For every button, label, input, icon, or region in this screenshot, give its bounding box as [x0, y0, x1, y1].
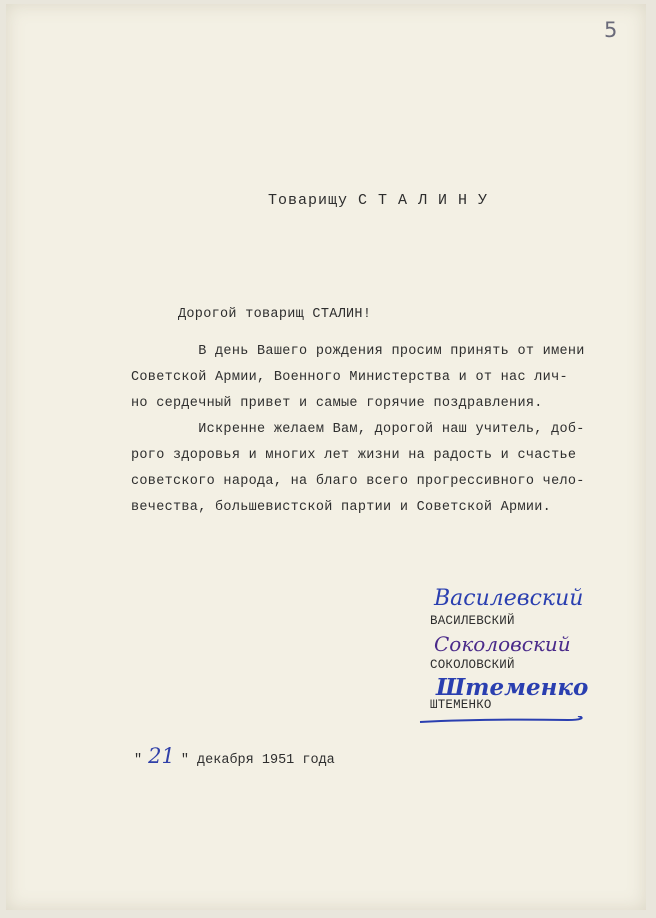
paragraph-2-line: Искренне желаем Вам, дорогой наш учитель, доб- [131, 422, 585, 437]
paragraph-1-line: Советской Армии, Военного Министерства и от нас лич- [131, 370, 568, 385]
date-close-quote: " [180, 753, 189, 768]
signatory-name: ВАСИЛЕВСКИЙ [430, 614, 515, 628]
paragraph-1-line: В день Вашего рождения просим принять от имени [131, 344, 585, 359]
paragraph-2-line: советского народа, на благо всего прогрессивного чело- [131, 474, 585, 489]
letter-date [134, 744, 335, 768]
letter-greeting: Дорогой товарищ СТАЛИН! [178, 307, 372, 322]
paragraph-2-line: рого здоровья и многих лет жизни на радость и счастье [131, 448, 577, 463]
page-number: 5 [604, 18, 618, 42]
date-open-quote: " [134, 753, 143, 768]
date-day-handwritten: 21 [148, 744, 175, 768]
paragraph-2-line: вечества, большевистской партии и Советской Армии. [131, 500, 552, 515]
date-month-year: декабря 1951 года [188, 753, 335, 768]
paragraph-1-line: но сердечный привет и самые горячие поздравления. [131, 396, 543, 411]
letter-page [6, 4, 646, 910]
handwritten-signature: Соколовский [434, 632, 571, 656]
signature-underline-stroke [418, 716, 588, 730]
letter-title: Товарищу С Т А Л И Н У [268, 192, 489, 209]
signatory-name: СОКОЛОВСКИЙ [430, 658, 515, 672]
signatory-name: ШТЕМЕНКО [430, 698, 492, 712]
handwritten-signature: Василевский [434, 586, 584, 611]
handwritten-signature: Штеменко [436, 674, 589, 701]
